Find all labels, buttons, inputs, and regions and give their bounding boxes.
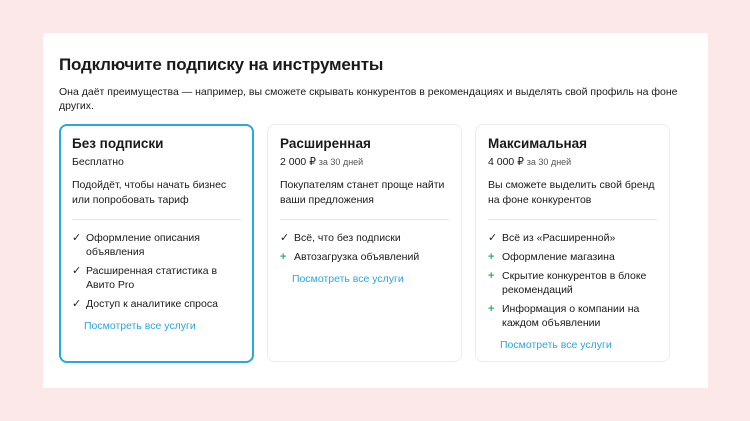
check-icon: ✓ xyxy=(72,298,82,310)
divider xyxy=(280,219,449,220)
feature-list xyxy=(280,231,449,264)
plus-icon: + xyxy=(280,251,287,263)
divider xyxy=(488,219,657,220)
page-title: Подключите подписку на инструменты xyxy=(59,55,384,74)
plan-price xyxy=(488,156,657,169)
feature-text: Информация о компании на каждом объявлении xyxy=(502,303,640,329)
plan-price-amount: Бесплатно xyxy=(72,156,124,168)
plan-price-period: за 30 дней xyxy=(318,157,364,167)
check-icon: ✓ xyxy=(72,232,82,244)
feature-text: Автозагрузка объявлений xyxy=(294,251,420,263)
divider xyxy=(72,219,241,220)
plan-price xyxy=(280,156,449,169)
feature-text: Расширенная статистика в Авито Pro xyxy=(86,265,218,291)
view-all-services-link[interactable]: Посмотреть все услуги xyxy=(292,273,404,285)
feature-item xyxy=(72,231,241,259)
plan-price xyxy=(72,156,241,169)
feature-item xyxy=(488,302,657,330)
plan-card[interactable] xyxy=(475,124,670,362)
plan-description: Подойдёт, чтобы начать бизнес или попробовать тариф xyxy=(72,179,227,206)
check-icon: ✓ xyxy=(72,265,82,277)
plus-icon: + xyxy=(488,303,495,315)
feature-item xyxy=(488,269,657,297)
feature-text: Оформление магазина xyxy=(502,251,615,263)
feature-text: Оформление описания объявления xyxy=(86,232,200,258)
page-subtitle: Она даёт преимущества — например, вы сможете скрывать конкурентов в рекомендациях и выделять свой профиль на фоне других. xyxy=(59,86,678,112)
plan-description: Покупателям станет проще найти ваши предложения xyxy=(280,179,445,206)
feature-text: Скрытие конкурентов в блоке рекомендаций xyxy=(502,270,647,296)
feature-item xyxy=(280,250,449,264)
plan-cards xyxy=(59,124,670,363)
plan-name: Максимальная xyxy=(488,136,588,151)
plan-price-period: за 30 дней xyxy=(526,157,572,167)
feature-item xyxy=(280,231,449,245)
plan-card[interactable] xyxy=(267,124,462,362)
view-all-services-link[interactable]: Посмотреть все услуги xyxy=(500,339,612,351)
plan-price-amount: 4 000 ₽ xyxy=(488,156,524,168)
feature-item xyxy=(488,250,657,264)
view-all-services-link[interactable]: Посмотреть все услуги xyxy=(84,320,196,332)
feature-text: Всё из «Расширенной» xyxy=(502,232,616,244)
plan-price-amount: 2 000 ₽ xyxy=(280,156,316,168)
feature-text: Доступ к аналитике спроса xyxy=(86,298,218,310)
plan-name: Расширенная xyxy=(280,136,371,151)
plus-icon: + xyxy=(488,251,495,263)
plus-icon: + xyxy=(488,270,495,282)
feature-item xyxy=(72,297,241,311)
feature-list xyxy=(488,231,657,330)
feature-text: Всё, что без подписки xyxy=(294,232,401,244)
feature-item xyxy=(488,231,657,245)
plan-description: Вы сможете выделить свой бренд на фоне конкурентов xyxy=(488,179,655,206)
plan-card[interactable] xyxy=(59,124,254,363)
feature-list xyxy=(72,231,241,311)
plan-name: Без подписки xyxy=(72,136,164,151)
check-icon: ✓ xyxy=(488,232,498,244)
check-icon: ✓ xyxy=(280,232,290,244)
feature-item xyxy=(72,264,241,292)
